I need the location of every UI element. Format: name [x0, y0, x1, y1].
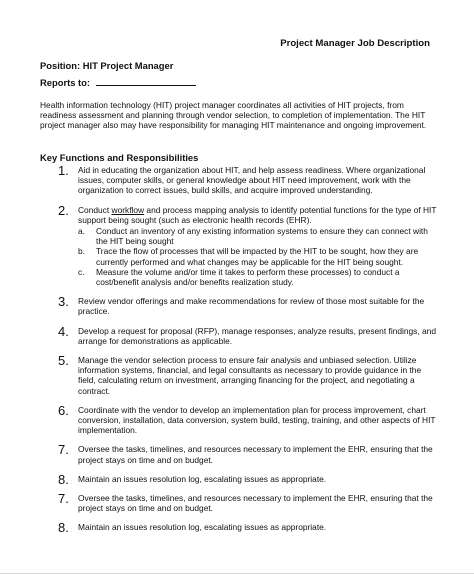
sub-list-letter: c. [78, 266, 85, 277]
sub-list-letter: b. [78, 246, 85, 257]
position-value: HIT Project Manager [82, 60, 174, 71]
position-label: Position: [40, 60, 81, 71]
sub-list-text: Conduct an inventory of any existing information systems to ensure they can connect with the HIT being sought [96, 226, 428, 247]
list-item [40, 520, 440, 536]
list-item [40, 402, 440, 436]
list-item [40, 444, 440, 464]
workflow-underlined-word: workflow [111, 204, 145, 215]
list-number: 2. [58, 202, 69, 218]
reports-line [40, 77, 196, 88]
sub-list-text: Trace the flow of processes that will be impacted by the HIT to be sought, how they are currently performed and what changes may be applicable for the HIT being sought. [96, 246, 419, 267]
list-item-text: Coordinate with the vendor to develop an implementation plan for process improvement, chart conversion, installation, data conversion, system build, testing, training, and other aspects of HIT implementation. [78, 404, 436, 436]
list-item [40, 493, 440, 513]
text-segment: and process mapping analysis to identify potential functions for the type of HIT support being sought (such as electronic health records (EHR). [78, 204, 437, 225]
list-number: 8. [58, 520, 69, 536]
document-title: Project Manager Job Description [280, 38, 430, 49]
list-item-text: Maintain an issues resolution log, escalating issues as appropriate. [78, 522, 327, 533]
reports-blank-line [96, 77, 196, 86]
list-number: 1. [58, 163, 69, 178]
list-number: 8. [58, 471, 69, 487]
position-line [40, 60, 173, 71]
list-item-text [78, 205, 440, 225]
section-heading: Key Functions and Responsibilities [40, 152, 199, 163]
list-item-text: Aid in educating the organization about HIT, and help assess readiness. Where organizational issues, computer skills, or general knowledge about HIT need improvement, work with the organization to correct issues, build skills, and acquire improved understanding. [78, 165, 426, 196]
list-item-text: Maintain an issues resolution log, escalating issues as appropriate. [78, 473, 327, 484]
sub-list-text: Measure the volume and/or time it takes to perform these processes) to conduct a cost/benefit analysis and/or benefits realization study. [96, 266, 400, 288]
list-number: 3. [58, 294, 69, 310]
list-number: 7. [58, 491, 69, 507]
list-item [40, 296, 440, 316]
sub-list-item [78, 246, 440, 266]
list-item-text: Oversee the tasks, timelines, and resources necessary to implement the EHR, ensuring that the project stays on time and on budget. [78, 444, 433, 465]
list-number: 4. [58, 323, 69, 339]
sub-list [78, 226, 440, 287]
list-number: 6. [58, 402, 69, 418]
list-item [40, 471, 440, 487]
list-item-text: Oversee the tasks, timelines, and resources necessary to implement the EHR, ensuring that the project stays on time and on budget. [78, 493, 433, 514]
list-item [40, 323, 440, 346]
sub-list-item [78, 226, 440, 246]
list-item [40, 202, 440, 288]
text-segment: Conduct [78, 204, 112, 215]
intro-paragraph: Health information technology (HIT) project manager coordinates all activities of HIT projects, from readiness assessment and planning through vendor selection, to completion of implementation. The HIT project manager also may have responsibility for managing HIT maintenance and ongoing improvement. [40, 100, 427, 131]
reports-label: Reports to: [40, 77, 90, 88]
sub-list-item [78, 267, 440, 287]
list-item [40, 165, 440, 196]
page-bottom-divider [0, 573, 474, 574]
list-item [40, 355, 440, 396]
list-item-text: Manage the vendor selection process to ensure fair analysis and unbiased selection. Utilize information systems, financial, and legal consultants as necessary to provide guidance in the field, calculating return on investment, arranging financing for the project, and negotiating a contract. [78, 355, 422, 396]
list-item-text: Develop a request for proposal (RFP), manage responses, analyze results, present findings, and arrange for demonstrations as applicable. [78, 325, 436, 346]
list-number: 5. [58, 353, 69, 369]
list-item-text: Review vendor offerings and make recommendations for review of those most suitable for the practice. [78, 296, 425, 317]
responsibilities-list [40, 165, 440, 542]
sub-list-letter: a. [78, 226, 85, 237]
list-number: 7. [58, 442, 69, 458]
